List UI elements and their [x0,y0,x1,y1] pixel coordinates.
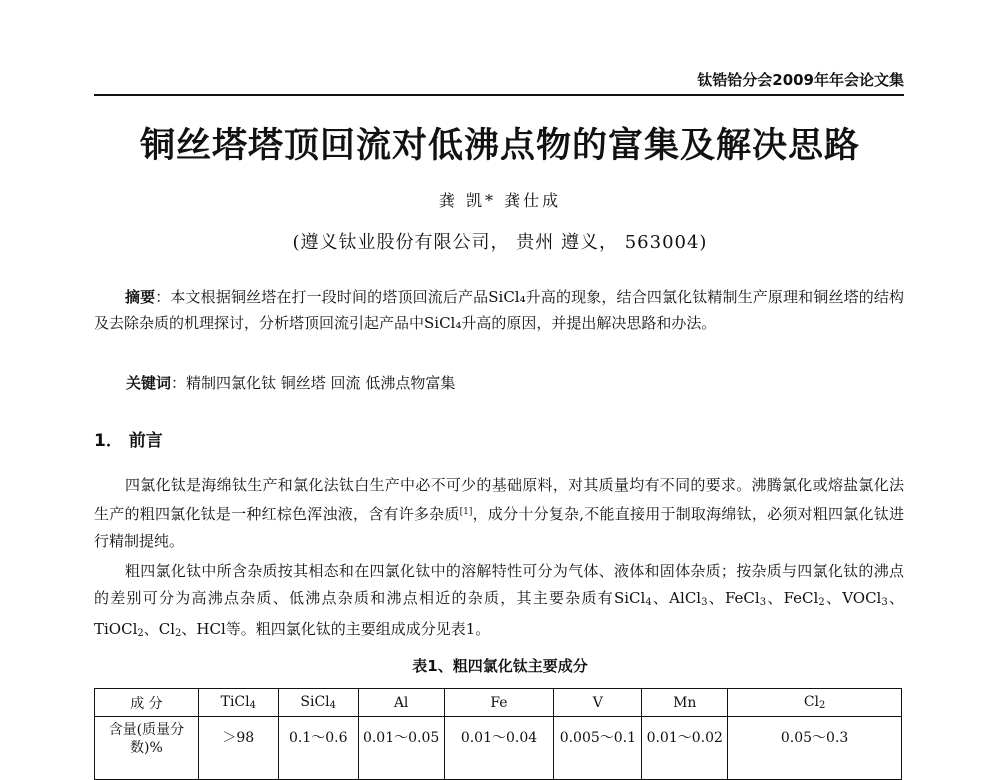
subscript: 3 [759,597,767,608]
section-heading-introduction [94,426,163,451]
paragraph-2-text: 、Cl [143,620,176,638]
keywords-label: 关键词 [126,374,172,392]
table-header-cell: 成 分 [95,689,199,717]
paragraph-2-text: 、FeCl [707,589,760,607]
section-title: 前言 [128,431,163,451]
table-header-cell [728,689,902,717]
subscript: 4 [645,597,652,608]
header-text: 钛锆铪分会2009年年会论文集 [697,71,904,89]
table-cell: ＞98 [198,717,278,780]
subscript: 4 [249,700,256,711]
subscript: 2 [175,628,182,639]
citation-ref: [1] [459,507,473,517]
abstract [94,284,904,336]
subscript: 3 [701,597,708,608]
subscript: 2 [137,628,144,639]
abstract-text: ：本文根据铜丝塔在打一段时间的塔顶回流后产品SiCl₄升高的现象，结合四氯化钛精制生产原理和铜丝塔的结构及去除杂质的机理探讨，分析塔顶回流引起产品中SiCl₄升高的原因，并提出解决思路和办法。 [94,288,904,332]
header-text: Cl [803,694,820,710]
table-row [95,717,902,780]
table-header-cell: Al [358,689,444,717]
affiliation: (遵义钛业股份有限公司， 贵州 遵义， 563004) [292,232,708,253]
table-cell: 0.01～0.02 [642,717,728,780]
paragraph-1-text-a: 四氯化钛是海绵钛生产和氯化法钛白生产中必不可少的基础原料，对其质量均有不同的要求。沸腾氯化或熔盐氯化法生产的粗四氯化钛是一种红棕色浑浊液，含有许多杂质 [94,476,904,523]
paragraph-2-text: 、VOCl [824,589,882,607]
subscript: 2 [819,700,826,711]
table-cell: 0.1～0.6 [278,717,358,780]
paragraph-1 [94,472,904,555]
table-cell-row-label: 含量(质量分数)% [95,717,199,780]
paragraph-2-text: 、AlCl [651,589,702,607]
abstract-label: 摘要 [125,288,156,306]
section-number: 1． [94,431,123,451]
paragraph-2-text: 、TiOCl [94,589,904,638]
table-cell: 0.01～0.05 [358,717,444,780]
table-cell: 0.005～0.1 [554,717,642,780]
paragraph-2-text: 、FeCl [766,589,819,607]
header-text: TiCl [220,694,250,710]
paragraph-1-text-b: ，成分十分复杂,不能直接用于制取海绵钛，必须对粗四氯化钛进行精制提纯。 [94,505,904,550]
subscript: 3 [881,597,888,608]
table-caption: 表1、粗四氯化钛主要成分 [412,657,588,675]
table-header-row [95,689,902,717]
paragraph-2 [94,558,904,647]
running-header [94,58,904,96]
paragraph-2-text: 、HCl等。粗四氯化钛的主要组成成分见表1。 [181,620,491,638]
table-cell: 0.05～0.3 [728,717,902,780]
table-header-cell: V [554,689,642,717]
composition-table [94,688,902,780]
table-header-cell [278,689,358,717]
paragraph-2-text: 粗四氯化钛中所含杂质按其相态和在四氯化钛中的溶解特性可分为气体、液体和固体杂质；按杂质与四氯化钛的沸点的差别可分为高沸点杂质、低沸点杂质和沸点相近的杂质，其主要杂质有SiCl [94,562,904,607]
keywords-text: ：精制四氯化钛 铜丝塔 回流 低沸点物富集 [171,374,456,392]
table-header-cell: Fe [444,689,554,717]
table-cell: 0.01～0.04 [444,717,554,780]
table-header-cell: Mn [642,689,728,717]
subscript: 4 [329,700,337,711]
header-text: SiCl [300,694,330,710]
table-header-cell [198,689,278,717]
keywords [126,370,906,396]
subscript: 2 [818,597,825,608]
paper-title: 铜丝塔塔顶回流对低沸点物的富集及解决思路 [139,125,860,166]
authors: 龚 凯* 龚仕成 [438,191,562,210]
